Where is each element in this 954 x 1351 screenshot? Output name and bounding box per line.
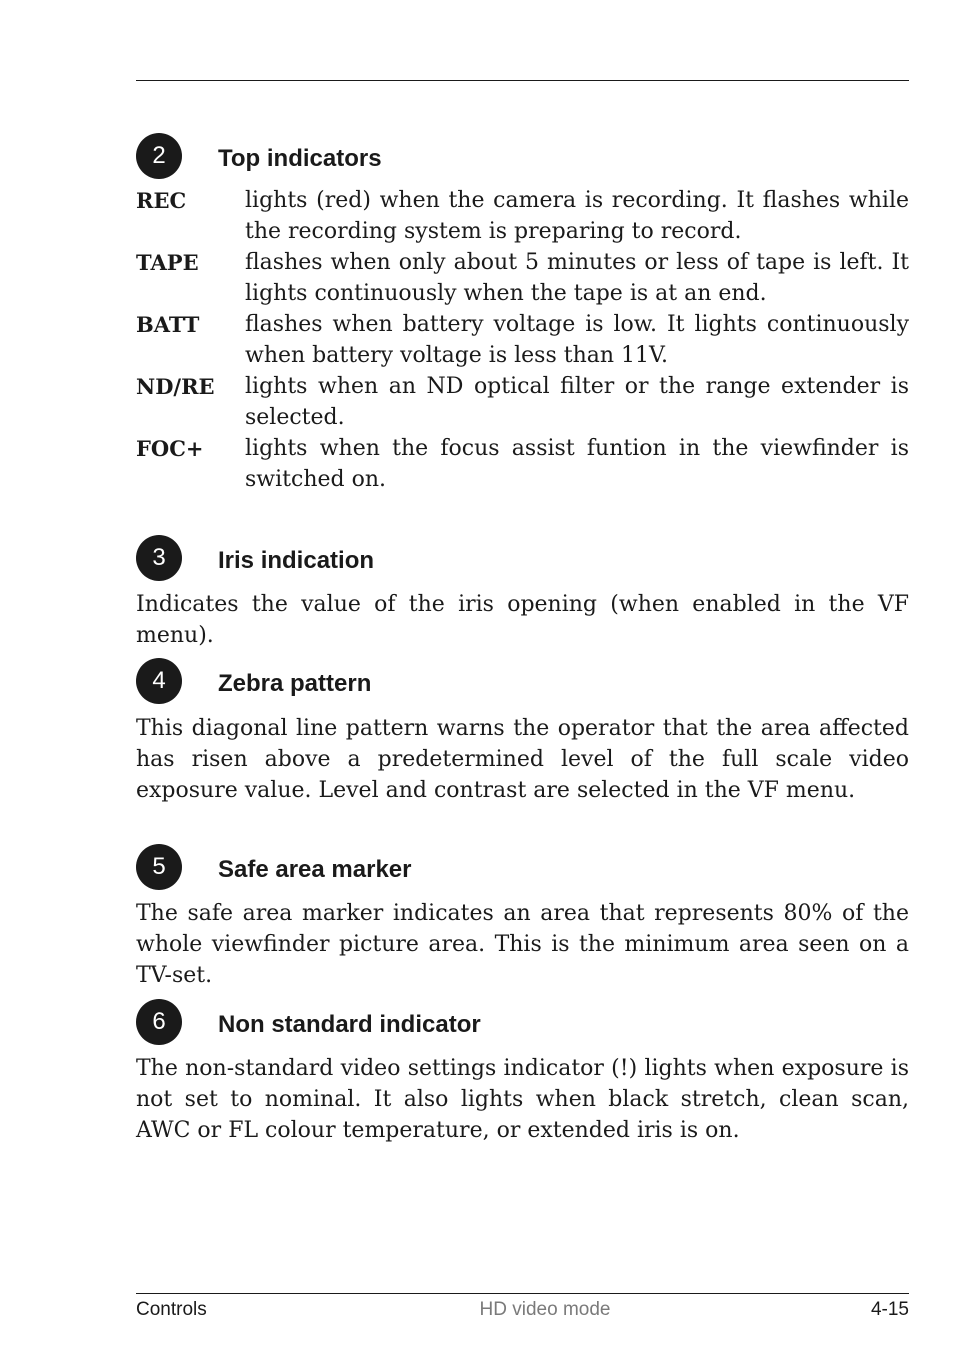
section-title: Safe area marker — [218, 856, 412, 883]
indicator-description: lights when an ND optical filter or the range extender is selected. — [245, 374, 909, 430]
section-body — [136, 1053, 909, 1146]
section-safe-area-marker — [136, 844, 909, 991]
section-heading — [136, 658, 909, 704]
footer-mode: HD video mode — [479, 1299, 611, 1320]
section-number-badge: 2 — [136, 133, 182, 179]
section-number-badge: 4 — [136, 658, 182, 704]
section-number-badge: 3 — [136, 535, 182, 581]
section-heading — [136, 844, 909, 890]
indicator-row — [136, 247, 909, 309]
indicator-term: TAPE — [136, 250, 199, 275]
footer-chapter: Controls — [136, 1299, 207, 1320]
section-title: Zebra pattern — [218, 670, 372, 697]
indicator-term: REC — [136, 188, 187, 213]
indicator-description: lights when the focus assist funtion in the viewfinder is switched on. — [245, 436, 909, 492]
section-heading — [136, 535, 909, 581]
indicator-description: flashes when battery voltage is low. It lights continuously when battery voltage is less than 11V. — [245, 312, 909, 368]
section-body — [136, 713, 909, 806]
indicator-term: FOC+ — [136, 436, 204, 461]
section-paragraph: This diagonal line pattern warns the operator that the area affected has risen above a predetermined level of the full scale video exposure value. Level and contrast are selected in the VF menu. — [136, 716, 909, 803]
indicator-term: ND/RE — [136, 374, 215, 399]
section-paragraph: Indicates the value of the iris opening (when enabled in the VF menu). — [136, 592, 909, 648]
section-body — [136, 898, 909, 991]
indicator-row — [136, 433, 909, 495]
section-body — [136, 589, 909, 651]
section-paragraph: The safe area marker indicates an area that represents 80% of the whole viewfinder picture area. This is the minimum area seen on a TV-set. — [136, 901, 909, 988]
section-number-badge: 5 — [136, 844, 182, 890]
header-rule — [136, 80, 909, 81]
section-number-badge: 6 — [136, 999, 182, 1045]
indicator-row — [136, 185, 909, 247]
section-title: Iris indication — [218, 547, 375, 574]
section-iris-indication — [136, 535, 909, 651]
section-top-indicators — [136, 133, 909, 495]
section-non-standard-indicator — [136, 999, 909, 1146]
indicator-description: flashes when only about 5 minutes or less of tape is left. It lights continuously when the tape is at an end. — [245, 250, 909, 306]
indicator-row — [136, 371, 909, 433]
section-title: Top indicators — [218, 145, 382, 172]
section-heading — [136, 133, 909, 179]
indicator-list — [136, 185, 909, 495]
footer-rule — [136, 1293, 909, 1294]
indicator-description: lights (red) when the camera is recording. It flashes while the recording system is preparing to record. — [245, 188, 909, 244]
indicator-row — [136, 309, 909, 371]
footer-page-number: 4-15 — [870, 1299, 909, 1320]
section-paragraph: The non-standard video settings indicator (!) lights when exposure is not set to nominal. It also lights when black stretch, clean scan, AWC or FL colour temperature, or extended iris is on. — [136, 1056, 909, 1143]
section-heading — [136, 999, 909, 1045]
indicator-term: BATT — [136, 312, 200, 337]
section-zebra-pattern — [136, 658, 909, 806]
section-title: Non standard indicator — [218, 1011, 481, 1038]
